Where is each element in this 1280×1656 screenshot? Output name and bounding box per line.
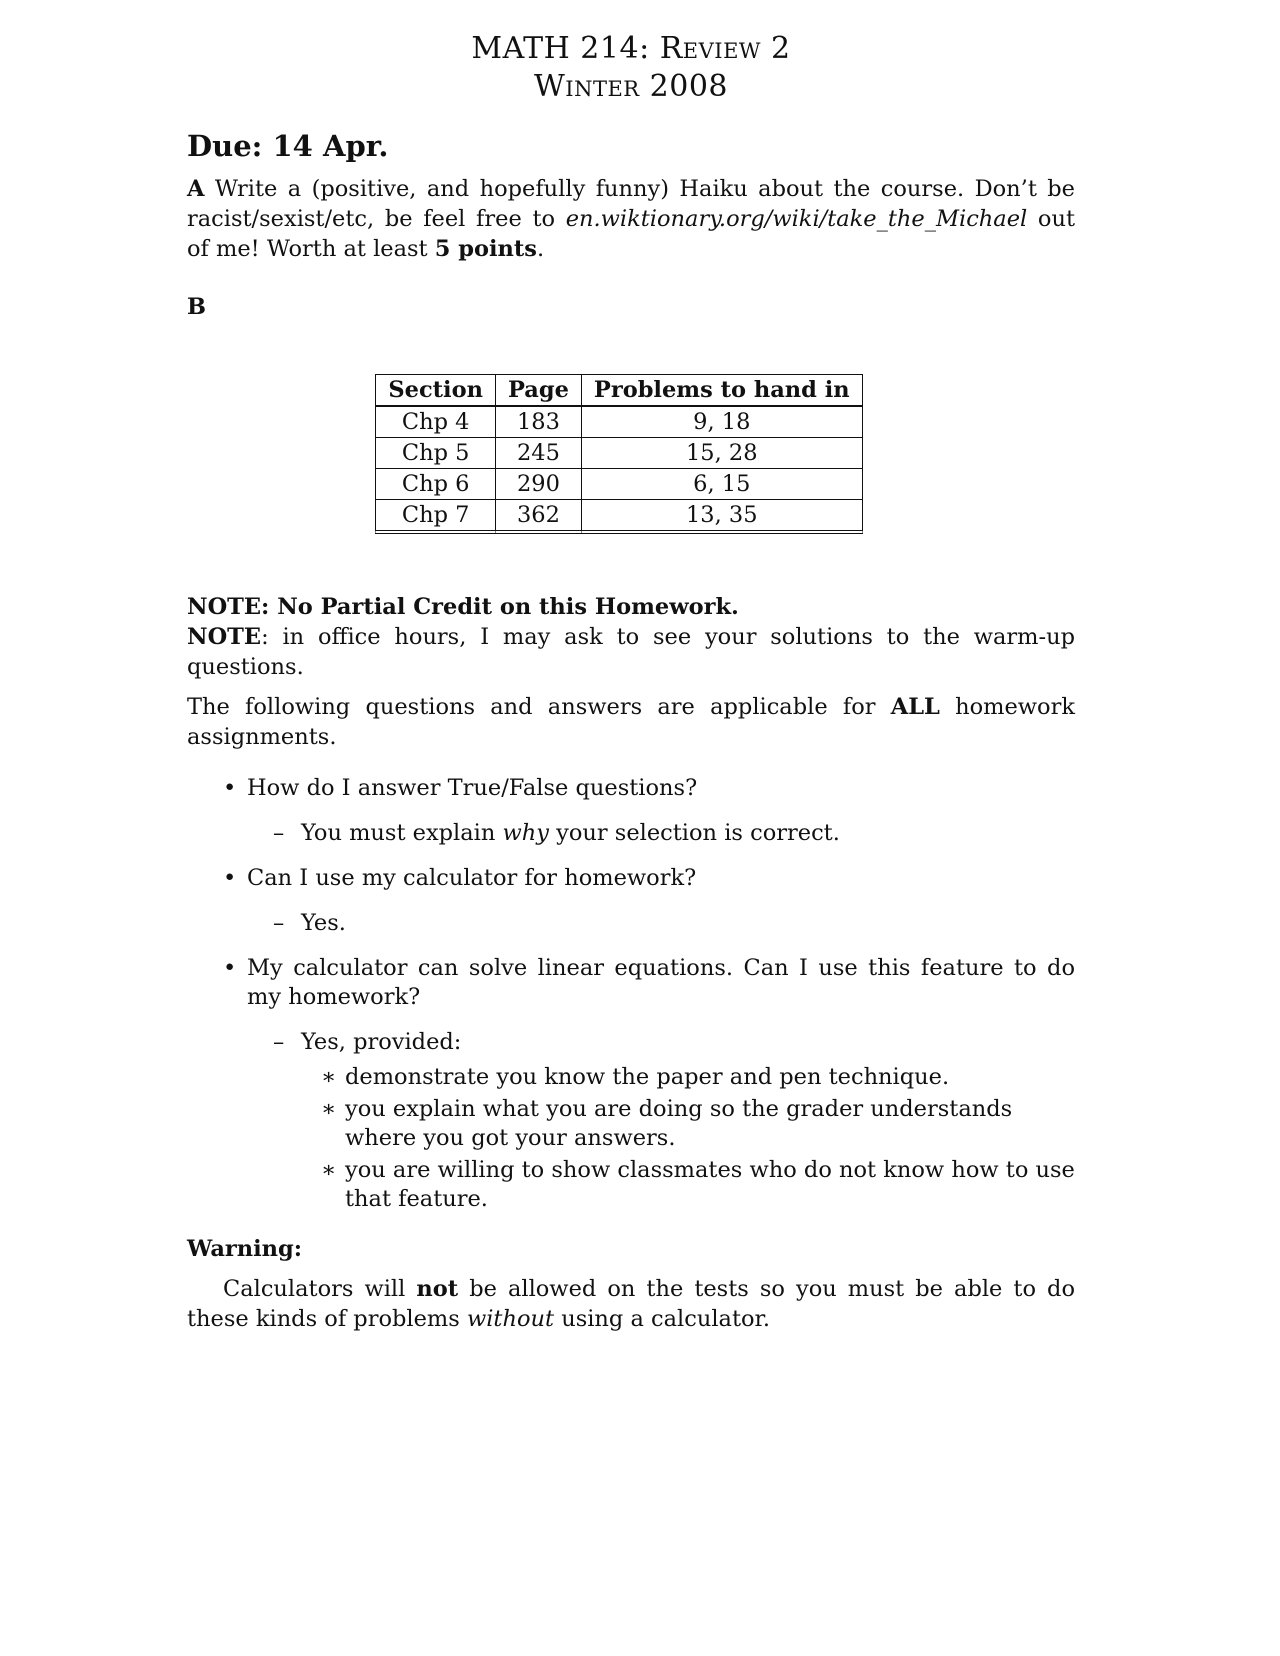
answer-list <box>247 1028 1075 1214</box>
dash-icon: – <box>273 820 285 846</box>
table-row <box>375 438 862 469</box>
condition-2: you explain what you are doing so the grader understands where you got your answers. <box>345 1096 1013 1151</box>
condition-3: you are willing to show classmates who do not know how to use that feature. <box>345 1157 1075 1212</box>
list-item <box>223 864 1075 938</box>
faq-intro-text-2: homework assignments. <box>187 694 1075 750</box>
column-header-section: Section <box>375 374 495 406</box>
asterisk-icon: ∗ <box>321 1064 337 1090</box>
course-code: MATH 214: <box>471 31 660 66</box>
list-item <box>321 1063 1075 1092</box>
note-no-partial-credit: NOTE: No Partial Credit on this Homework. <box>187 594 739 620</box>
note-office-hours <box>187 622 1075 682</box>
answer-2: Yes. <box>301 910 346 936</box>
question-3: My calculator can solve linear equations. Can I use this feature to do my homework? <box>247 955 1075 1010</box>
answer-list <box>247 819 1075 848</box>
answer-1-text-1: You must explain <box>301 820 503 846</box>
document-page <box>187 30 1075 1334</box>
condition-1: demonstrate you know the paper and pen technique. <box>345 1064 950 1090</box>
document-title <box>187 30 1075 106</box>
warning-text <box>187 1274 1075 1334</box>
title-line-2: Winter 2008 <box>533 69 729 104</box>
list-item <box>321 1156 1075 1214</box>
faq-intro-text-1: The following questions and answers are applicable for <box>187 694 891 720</box>
cell-problems: 13, 35 <box>581 500 863 534</box>
problems-table <box>375 374 862 534</box>
cell-problems: 9, 18 <box>581 406 863 438</box>
answer-1-text-2: your selection is correct. <box>548 820 840 846</box>
answer-1 <box>301 820 840 846</box>
due-date-heading: Due: 14 Apr. <box>187 129 389 163</box>
dash-icon: – <box>273 910 285 936</box>
part-a-text-3: . <box>536 236 545 262</box>
wiktionary-link[interactable]: en.wiktionary.org/wiki/take_the_Michael <box>565 206 1028 232</box>
list-item <box>321 1095 1075 1153</box>
table-row <box>375 500 862 534</box>
part-a-paragraph <box>187 174 1075 264</box>
cell-problems: 15, 28 <box>581 438 863 469</box>
list-item <box>273 909 1075 938</box>
bullet-icon: • <box>223 775 237 801</box>
list-item <box>273 819 1075 848</box>
table-row <box>375 406 862 438</box>
column-header-problems: Problems to hand in <box>581 374 863 406</box>
cell-page: 290 <box>495 469 581 500</box>
title-line-1 <box>187 30 1075 68</box>
cell-problems: 6, 15 <box>581 469 863 500</box>
cell-section: Chp 5 <box>375 438 495 469</box>
bullet-icon: • <box>223 865 237 891</box>
notes-section <box>187 592 1075 752</box>
cell-section: Chp 6 <box>375 469 495 500</box>
dash-icon: – <box>273 1029 285 1055</box>
column-header-page: Page <box>495 374 581 406</box>
points-value: 5 points <box>434 236 537 262</box>
note-office-hours-text: : in office hours, I may ask to see your solutions to the warm-up questions. <box>187 624 1075 680</box>
list-item <box>223 774 1075 848</box>
part-a-label: A <box>187 176 205 202</box>
list-item <box>223 954 1075 1214</box>
table-header-row <box>375 374 862 406</box>
asterisk-icon: ∗ <box>321 1096 337 1122</box>
sub-answer-list <box>301 1063 1075 1214</box>
faq-intro-bold: ALL <box>890 694 940 720</box>
table-row <box>375 469 862 500</box>
warning-heading: Warning: <box>187 1236 303 1262</box>
cell-section: Chp 4 <box>375 406 495 438</box>
answer-3: Yes, provided: <box>301 1029 462 1055</box>
part-a-text-1: Write a (positive, and hopefully funny) Haiku about the course. Don’t be racist/sexist/etc, be feel free to <box>187 176 1075 232</box>
warning-text-2: be allowed on the tests so you must be able to do these kinds of problems <box>187 1276 1076 1332</box>
warning-text-1: Calculators will <box>223 1276 417 1302</box>
cell-section: Chp 7 <box>375 500 495 534</box>
part-a-text-2: out of me! Worth at least <box>187 206 1075 262</box>
faq-intro <box>187 692 1075 752</box>
warning-bold: not <box>416 1276 459 1302</box>
warning-text-3: using a calculator. <box>554 1306 770 1332</box>
review-label: Review 2 <box>659 31 791 66</box>
problems-table-wrapper <box>187 374 1075 534</box>
question-1: How do I answer True/False questions? <box>247 775 698 801</box>
answer-list <box>247 909 1075 938</box>
cell-page: 362 <box>495 500 581 534</box>
answer-1-emphasis: why <box>502 820 549 846</box>
question-2: Can I use my calculator for homework? <box>247 865 697 891</box>
faq-list <box>187 774 1075 1214</box>
cell-page: 245 <box>495 438 581 469</box>
note-label: NOTE <box>187 624 262 650</box>
warning-emphasis: without <box>466 1306 555 1332</box>
asterisk-icon: ∗ <box>321 1157 337 1183</box>
cell-page: 183 <box>495 406 581 438</box>
part-b-label: B <box>187 294 207 320</box>
bullet-icon: • <box>223 955 237 981</box>
list-item <box>273 1028 1075 1214</box>
